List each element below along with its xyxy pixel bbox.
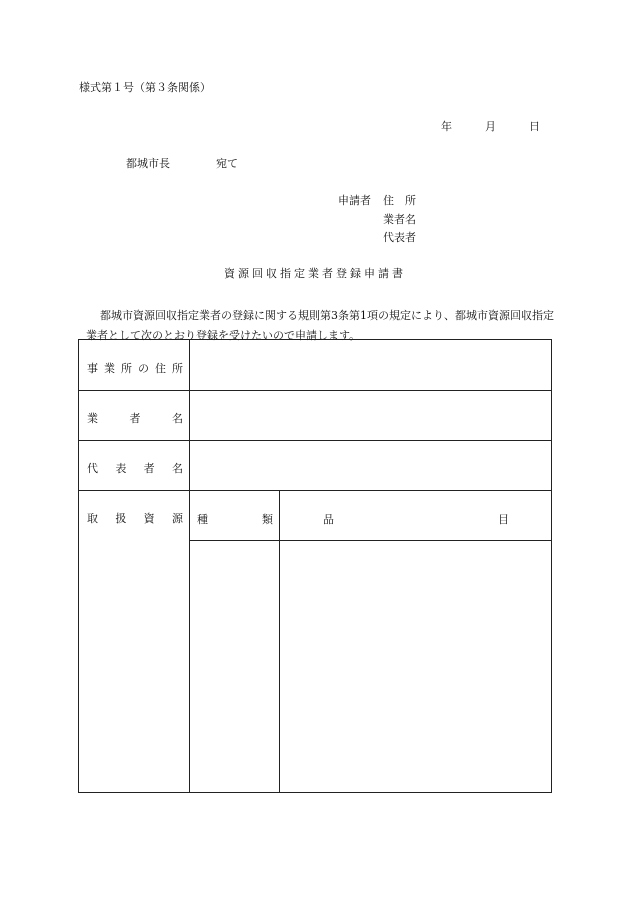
applicant-address-label: 住 所 xyxy=(383,194,416,207)
resource-type-field[interactable] xyxy=(191,542,278,791)
form-number: 様式第１号（第３条関係） xyxy=(79,81,211,94)
applicant-role-label: 申請者 xyxy=(338,194,371,207)
label-column-divider xyxy=(189,340,190,792)
item-column-header: 品 目 xyxy=(323,513,509,526)
handled-resources-label: 取 扱 資 源 xyxy=(87,512,183,525)
row-divider xyxy=(79,490,551,491)
representative-field[interactable] xyxy=(191,441,549,489)
date-month-label: 月 xyxy=(485,120,496,133)
applicant-company-label: 業者名 xyxy=(383,212,416,226)
office-address-label: 事 業 所 の 住 所 xyxy=(87,362,183,375)
applicant-representative-label: 代表者 xyxy=(383,231,416,244)
registration-table xyxy=(78,339,552,793)
subheader-divider xyxy=(189,540,551,541)
type-column-divider xyxy=(279,490,280,792)
addressee-name: 都城市長 xyxy=(126,157,170,170)
date-day-label: 日 xyxy=(529,120,540,133)
addressee xyxy=(126,158,238,169)
office-address-field[interactable] xyxy=(191,341,549,389)
salutation: 宛て xyxy=(216,157,238,170)
date-line xyxy=(441,121,540,132)
company-name-field[interactable] xyxy=(191,391,549,439)
document-title: 資源回収指定業者登録申請書 xyxy=(224,267,406,280)
date-year-label: 年 xyxy=(441,120,452,133)
resource-item-field[interactable] xyxy=(281,542,549,791)
company-name-label: 業 者 名 xyxy=(87,412,183,425)
representative-label: 代 表 者 名 xyxy=(87,462,183,475)
body-text: 都城市資源回収指定業者の登録に関する規則第3条第1項の規定により、都城市資源回収指定業者として次のとおり登録を受けたいので申請します。 xyxy=(86,309,554,342)
type-column-header: 種 類 xyxy=(197,513,273,526)
